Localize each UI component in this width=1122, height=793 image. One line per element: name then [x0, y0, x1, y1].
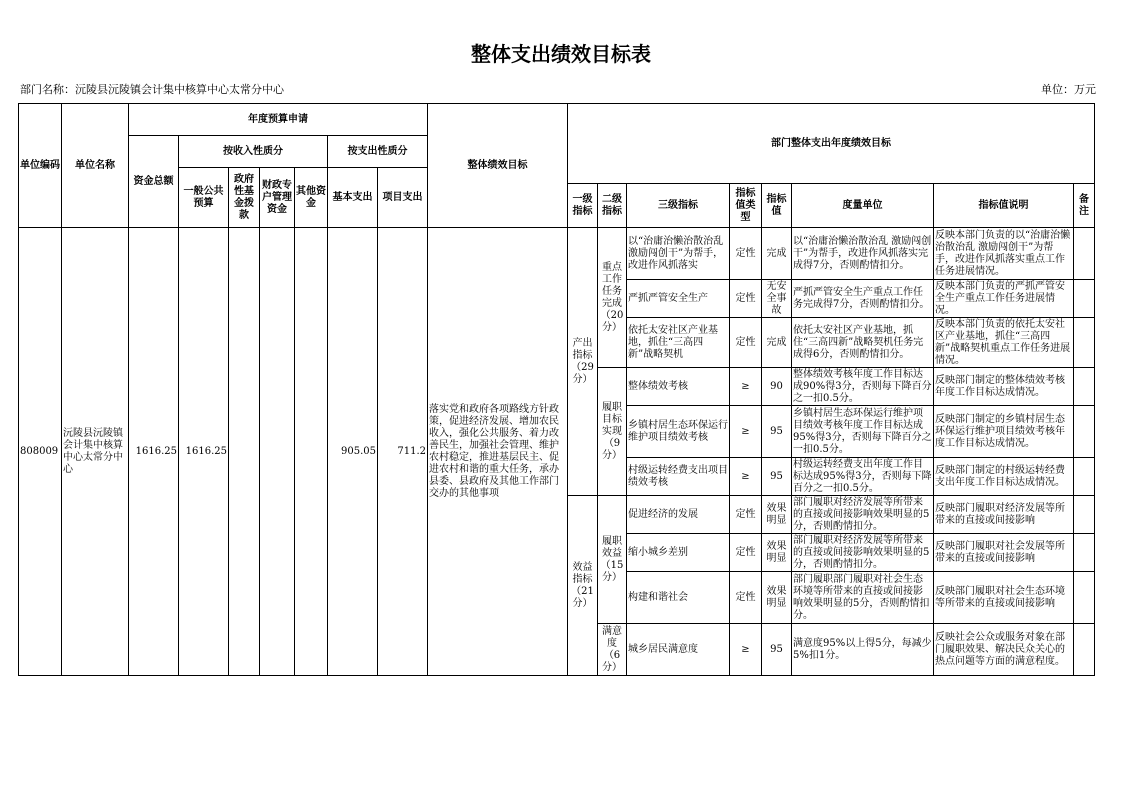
level3-cell: 依托太安社区产业基地，抓住“三高四新”战略契机 [627, 318, 730, 368]
level3-cell: 严抓严管安全生产 [627, 280, 730, 318]
header-remark: 备注 [1074, 184, 1095, 228]
desc-cell: 反映部门履职对社会发展等所带来的直接或间接影响 [934, 534, 1074, 572]
level3-cell: 缩小城乡差别 [627, 534, 730, 572]
measure-cell: 部门履职部门履职对社会生态环境等所带来的直接或间接影响效果明显的5分，否则酌情扣分。 [792, 572, 934, 624]
level3-cell: 以“治庸治懒治散治乱 激励闯创干”为帮手，改进作风抓落实 [627, 228, 730, 280]
measure-cell: 村级运转经费支出年度工作目标达成95%得3分，否则每下降百分之一扣0.5分。 [793, 458, 932, 494]
value-cell: 无安全事故 [762, 280, 792, 318]
desc-cell: 反映部门制定的整体绩效考核年度工作目标达成情况。 [934, 368, 1074, 406]
level3-cell: 构建和谐社会 [627, 572, 730, 624]
header-general-budget: 一般公共预算 [179, 168, 229, 228]
measure-cell: 以“治庸治懒治散治乱 激励闯创干”为帮手，改进作风抓落实完成得7分，否则酌情扣分。 [792, 228, 934, 280]
header-measure-unit: 度量单位 [792, 184, 934, 228]
remark-cell [1074, 228, 1095, 280]
header-total-funds: 资金总额 [129, 136, 179, 228]
header-gov-fund: 政府性基金拨款 [229, 168, 260, 228]
special-fund-cell [260, 228, 295, 676]
total-funds-cell: 1616.25 [129, 228, 179, 676]
general-budget-cell: 1616.25 [179, 228, 229, 676]
remark-cell [1074, 572, 1095, 624]
remark-cell [1074, 458, 1095, 496]
level3-cell: 整体绩效考核 [627, 368, 730, 406]
desc-cell: 反映部门履职对经济发展等所带来的直接或间接影响 [934, 496, 1074, 534]
level1-output: 产出指标（29分） [568, 228, 598, 496]
basic-expense-cell: 905.05 [328, 228, 378, 676]
header-unit-name: 单位名称 [62, 104, 129, 228]
measure-cell: 部门履职对经济发展等所带来的直接或间接影响效果明显的5分，否则酌情扣分。 [792, 496, 934, 534]
overall-goal-cell: 落实党和政府各项路线方针政策，促进经济发展、增加农民收入，强化公共服务、着力改善民生，加强社会管理、维护农村稳定，推进基层民主、促进农村和谐的重大任务，承办县委、县政府及其他工作部门交办的其他事项 [428, 228, 568, 676]
remark-cell [1074, 406, 1095, 458]
value-cell: 效果明显 [762, 572, 792, 624]
value-cell: 95 [762, 406, 792, 458]
type-cell: ≥ [730, 458, 762, 496]
header-by-expense: 按支出性质分 [328, 136, 428, 168]
desc-cell: 反映部门履职对社会生态环境等所带来的直接或间接影响 [934, 572, 1074, 624]
header-level3: 三级指标 [627, 184, 730, 228]
unit-label: 单位：万元 [1041, 83, 1096, 96]
header-by-income: 按收入性质分 [179, 136, 328, 168]
measure-cell: 乡镇村居生态环保运行维护项目绩效考核年度工作目标达成95%得3分，否则每下降百分之一扣0.5分。 [792, 406, 934, 458]
type-cell: 定性 [730, 280, 762, 318]
type-cell: 定性 [730, 534, 762, 572]
type-cell: 定性 [730, 572, 762, 624]
header-indicator-desc: 指标值说明 [934, 184, 1074, 228]
level3-cell: 乡镇村居生态环保运行维护项目绩效考核 [627, 406, 730, 458]
header-indicator-type: 指标值类型 [730, 184, 762, 228]
unit-code-cell: 808009 [19, 228, 62, 676]
level2-key-work: 重点工作任务完成（20分） [598, 228, 627, 368]
type-cell: 定性 [730, 318, 762, 368]
remark-cell [1074, 624, 1095, 676]
desc-cell: 反映本部门负责的依托太安社区产业基地，抓住“三高四新”战略契机重点工作任务进展情况。 [934, 318, 1074, 368]
level2-duty-effect: 履职效益（15分） [598, 496, 627, 624]
header-project-expense: 项目支出 [378, 168, 428, 228]
table-row [19, 228, 1095, 280]
type-cell: ≥ [730, 406, 762, 458]
header-unit-code: 单位编码 [19, 104, 62, 228]
value-cell: 95 [762, 624, 792, 676]
header-annual-budget: 年度预算申请 [129, 104, 428, 136]
project-expense-cell: 711.2 [378, 228, 428, 676]
desc-cell: 反映本部门负责的以“治庸治懒治散治乱 激励闯创干”为帮手，改进作风抓落实重点工作任务进展情况。 [934, 228, 1074, 280]
other-fund-cell [295, 228, 328, 676]
header-indicator-value: 指标值 [762, 184, 792, 228]
remark-cell [1074, 534, 1095, 572]
value-cell: 完成 [762, 318, 792, 368]
unit-name-cell: 沅陵县沅陵镇会计集中核算中心太常分中心 [62, 228, 129, 676]
header-other-fund: 其他资金 [295, 168, 328, 228]
gov-fund-cell [229, 228, 260, 676]
measure-cell: 满意度95%以上得5分，每减少5%扣1分。 [792, 624, 934, 676]
level2-satisfaction: 满意度（6分） [598, 624, 627, 676]
value-cell: 完成 [762, 228, 792, 280]
level2-duty-perf: 履职目标实现（9分） [598, 368, 627, 496]
level3-cell: 城乡居民满意度 [627, 624, 730, 676]
desc-cell: 反映部门制定的村级运转经费支出年度工作目标达成情况。 [934, 458, 1074, 496]
remark-cell [1074, 318, 1095, 368]
remark-cell [1074, 496, 1095, 534]
type-cell: ≥ [730, 368, 762, 406]
header-overall-goal: 整体绩效目标 [428, 104, 568, 228]
type-cell: ≥ [730, 624, 762, 676]
remark-cell [1074, 280, 1095, 318]
department-name: 部门名称：沅陵县沅陵镇会计集中核算中心太常分中心 [20, 83, 284, 96]
value-cell: 95 [762, 458, 792, 496]
desc-cell: 反映部门制定的乡镇村居生态环保运行维护项目绩效考核年度工作目标达成情况。 [934, 406, 1074, 458]
measure-cell: 依托太安社区产业基地，抓住“三高四新”战略契机任务完成得6分，否则酌情扣分。 [792, 318, 934, 368]
level3-cell: 村级运转经费支出项目绩效考核 [627, 458, 730, 496]
desc-cell: 反映本部门负责的严抓严管安全生产重点工作任务进展情况。 [934, 280, 1074, 318]
type-cell: 定性 [730, 496, 762, 534]
header-level2: 二级指标 [598, 184, 627, 228]
performance-table [18, 103, 1095, 676]
measure-cell: 整体绩效考核年度工作目标达成90%得3分，否则每下降百分之一扣0.5分。 [793, 368, 932, 404]
header-special-fund: 财政专户管理资金 [260, 168, 295, 228]
desc-cell: 反映社会公众或服务对象在部门履职效果、解决民众关心的热点问题等方面的满意程度。 [934, 624, 1074, 676]
value-cell: 效果明显 [762, 534, 792, 572]
header-level1: 一级指标 [568, 184, 598, 228]
header-dept-goal: 部门整体支出年度绩效目标 [568, 104, 1095, 184]
value-cell: 90 [762, 368, 792, 406]
level3-cell: 促进经济的发展 [627, 496, 730, 534]
remark-cell [1074, 368, 1095, 406]
level1-effect: 效益指标（21分） [568, 496, 598, 676]
header-basic-expense: 基本支出 [328, 168, 378, 228]
measure-cell: 部门履职对经济发展等所带来的直接或间接影响效果明显的5分，否则酌情扣分。 [792, 534, 934, 572]
measure-cell: 严抓严管安全生产重点工作任务完成得7分，否则酌情扣分。 [792, 280, 934, 318]
value-cell: 效果明显 [762, 496, 792, 534]
type-cell: 定性 [730, 228, 762, 280]
page-title: 整体支出绩效目标表 [471, 42, 651, 66]
